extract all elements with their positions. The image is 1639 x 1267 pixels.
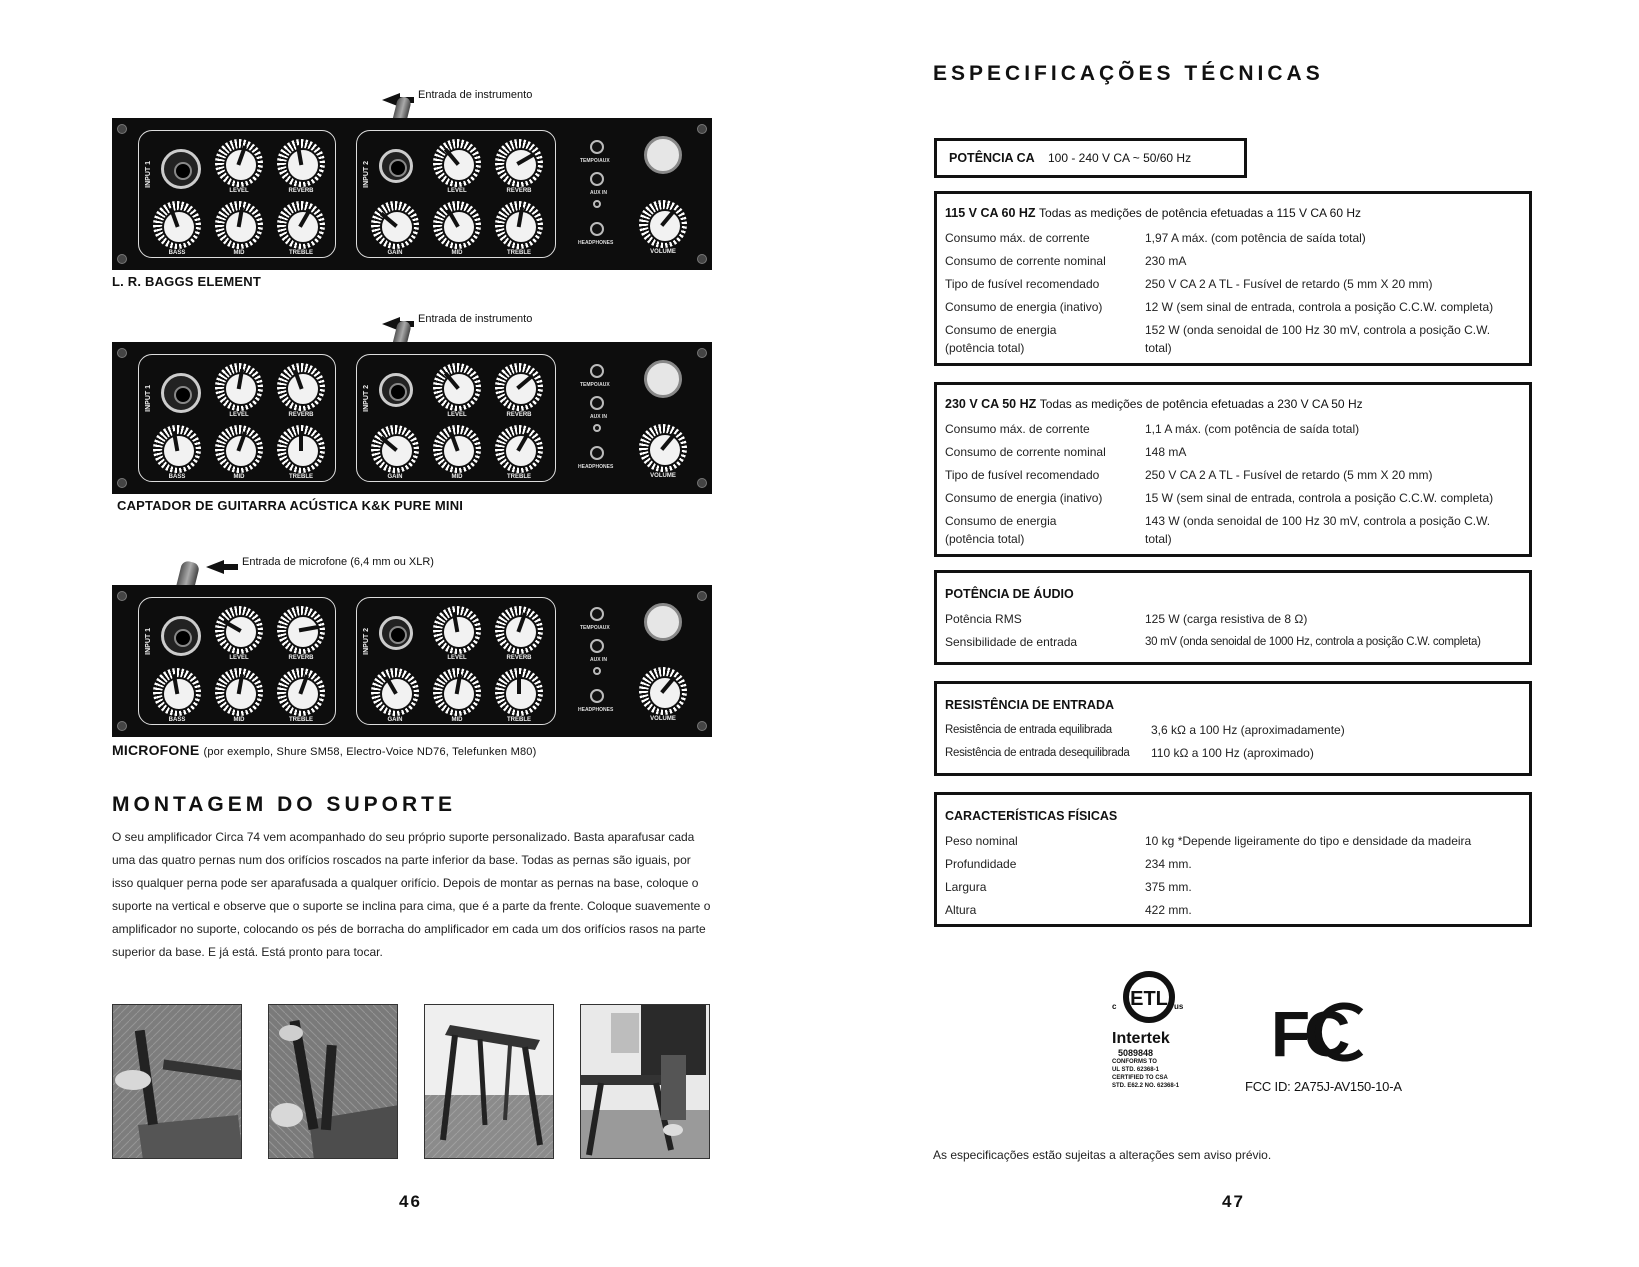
text-label: 422 mm.	[1145, 903, 1192, 917]
text-label: 5089848	[1118, 1048, 1154, 1058]
text-label: 230 V CA 50 HZ	[945, 397, 1037, 411]
text-label: us	[1174, 1002, 1184, 1011]
page-title: ESPECIFICAÇÕES TÉCNICAS	[933, 62, 1324, 85]
text-label: GAIN	[387, 474, 403, 480]
text-label: L. R. BAGGS ELEMENT	[112, 274, 261, 289]
fcc-mark-icon	[1271, 998, 1371, 1068]
text-label: Resistência de entrada equilibrada	[945, 724, 1112, 736]
text-label: Consumo de energia (inativo)	[945, 300, 1103, 314]
quarter-inch-jack	[379, 149, 413, 183]
text-label: Altura	[945, 903, 977, 917]
page-number: 46	[399, 1192, 422, 1211]
figure-caption-1	[112, 274, 261, 289]
ac-power-box	[934, 138, 1247, 178]
text-label: Sensibilidade de entrada	[945, 635, 1078, 649]
text-label: INPUT 1	[145, 161, 152, 188]
text-label: 152 W (onda senoidal de 100 Hz 30 mV, controla a posição C.W. total)	[1145, 323, 1491, 355]
text-label: Consumo de energia (potência total)	[945, 514, 1057, 546]
text-label: ETL	[1130, 988, 1168, 1010]
text-label: 375 mm.	[1145, 880, 1192, 894]
text-label: Potência RMS	[945, 612, 1022, 626]
text-label: STD. E62.2 NO. 62368-1	[1112, 1083, 1180, 1089]
text-label: 234 mm.	[1145, 857, 1192, 871]
text-label: 1,1 A máx. (com potência de saída total)	[1145, 422, 1360, 436]
amp-control-panel	[112, 585, 712, 737]
text-label: VOLUME	[650, 473, 676, 479]
assembly-photo-1	[112, 1004, 242, 1159]
text-label: CAPTADOR DE GUITARRA ACÚSTICA K&K PURE MINI	[117, 498, 464, 513]
text-label: TREBLE	[507, 717, 531, 723]
text-label: Consumo máx. de corrente	[945, 422, 1090, 436]
text-label: TREBLE	[507, 474, 531, 480]
text-label: AUX IN	[590, 190, 607, 196]
text-label: LEVEL	[447, 188, 467, 194]
text-label: Tipo de fusível recomendado	[945, 277, 1100, 291]
text-label: FCC ID: 2A75J-AV150-10-A	[1245, 1079, 1402, 1094]
text-label: 15 W (sem sinal de entrada, controla a posição C.C.W. completa)	[1145, 491, 1494, 505]
text-label: RESISTÊNCIA DE ENTRADA	[945, 698, 1114, 712]
text-label: LEVEL	[229, 188, 249, 194]
text-label: GAIN	[387, 250, 403, 256]
assembly-photo-2	[268, 1004, 398, 1159]
text-label: REVERB	[288, 188, 314, 194]
text-label: INPUT 2	[363, 628, 370, 655]
text-label: TREBLE	[289, 717, 313, 723]
text-label: Resistência de entrada desequilibrada	[945, 747, 1130, 759]
amp-panel-figure-1	[112, 86, 712, 296]
etl-intertek-logo	[1104, 967, 1204, 1107]
text-label: Consumo de corrente nominal	[945, 254, 1106, 268]
text-label: BASS	[168, 474, 186, 480]
text-label: 230 mA	[1145, 254, 1187, 268]
page-number: 47	[1222, 1192, 1245, 1211]
text-label: 148 mA	[1145, 445, 1187, 459]
text-label: 30 mV (onda senoidal de 1000 Hz, controla a posição C.W. completa)	[1145, 636, 1481, 648]
spec-box-230v	[934, 382, 1532, 557]
text-label: 143 W (onda senoidal de 100 Hz 30 mV, controla a posição C.W. total)	[1145, 514, 1491, 546]
text-label: POTÊNCIA CA	[949, 151, 1035, 165]
figure-caption-3	[112, 742, 536, 758]
fcc-logo	[1245, 998, 1405, 1098]
text-label: Consumo de energia (inativo)	[945, 491, 1103, 505]
text-label: 115 V CA 60 HZ	[945, 206, 1036, 220]
text-label: REVERB	[288, 655, 314, 661]
amp-control-panel	[112, 342, 712, 494]
spec-box-audio-power	[934, 570, 1532, 665]
text-label: BASS	[168, 717, 186, 723]
callout-text: Entrada de instrumento	[418, 89, 533, 101]
text-label: REVERB	[506, 412, 532, 418]
mic-input-callout	[242, 556, 434, 568]
text-label: POTÊNCIA DE ÁUDIO	[945, 587, 1074, 601]
text-label: TEMPO/AUX	[580, 382, 610, 388]
text-label: VOLUME	[650, 249, 676, 255]
text-label: Consumo máx. de corrente	[945, 231, 1090, 245]
text-label: Largura	[945, 880, 987, 894]
text-label: LEVEL	[229, 655, 249, 661]
spec-box-input-resistance	[934, 681, 1532, 776]
spec-box-115v	[934, 191, 1532, 366]
power-indicator	[644, 136, 682, 174]
amp-panel-figure-2	[112, 310, 712, 510]
text-label: GAIN	[387, 717, 403, 723]
text-label: Todas as medições de potência efetuadas a 230 V CA 50 Hz	[1039, 397, 1363, 411]
text-label: HEADPHONES	[578, 707, 614, 713]
text-label: 250 V CA 2 A TL - Fusível de retardo (5 mm X 20 mm)	[1145, 468, 1433, 482]
etl-mark-icon	[1104, 967, 1194, 1027]
text-label: (por exemplo, Shure SM58, Electro-Voice ND76, Telefunken M80)	[203, 746, 537, 758]
text-label: MID	[451, 717, 463, 723]
instrument-input-callout	[418, 313, 532, 325]
text-label: REVERB	[506, 188, 532, 194]
text-label: c	[1112, 1002, 1117, 1011]
amp-panel-figure-3	[112, 553, 712, 753]
text-label: TEMPO/AUX	[580, 158, 610, 164]
text-label: FC	[1271, 998, 1345, 1068]
callout-text: Entrada de instrumento	[418, 313, 533, 325]
text-label: Profundidade	[945, 857, 1017, 871]
text-label: Todas as medições de potência efetuadas a 115 V CA 60 Hz	[1039, 206, 1362, 220]
text-label: LEVEL	[229, 412, 249, 418]
text-label: CERTIFIED TO CSA	[1112, 1075, 1168, 1081]
text-label: MID	[451, 474, 463, 480]
text-label: 3,6 kΩ a 100 Hz (aproximadamente)	[1151, 723, 1345, 737]
text-label: BASS	[168, 250, 186, 256]
text-label: INPUT 1	[145, 385, 152, 412]
text-label: MICROFONE	[112, 742, 200, 758]
text-label: TREBLE	[289, 250, 313, 256]
text-label: VOLUME	[650, 716, 676, 722]
text-label: AUX IN	[590, 414, 607, 420]
text-label: MID	[451, 250, 463, 256]
text-label: TREBLE	[289, 474, 313, 480]
figure-caption-2	[117, 498, 463, 513]
callout-text: Entrada de microfone (6,4 mm ou XLR)	[242, 556, 434, 568]
text-label: 125 W (carga resistiva de 8 Ω)	[1145, 612, 1308, 626]
text-label: REVERB	[506, 655, 532, 661]
text-label: Consumo de energia (potência total)	[945, 323, 1057, 355]
text-label: INPUT 1	[145, 628, 152, 655]
text-label: 12 W (sem sinal de entrada, controla a posição C.C.W. completa)	[1145, 300, 1494, 314]
text-label: TREBLE	[507, 250, 531, 256]
text-label: 250 V CA 2 A TL - Fusível de retardo (5 mm X 20 mm)	[1145, 277, 1433, 291]
text-label: TEMPO/AUX	[580, 625, 610, 631]
text-label: 100 - 240 V CA ~ 50/60 Hz	[1048, 151, 1192, 165]
assembly-instructions: O seu amplificador Circa 74 vem acompanhado do seu próprio suporte personalizado. Basta aparafusar cada uma das quatro pernas num dos orifícios roscados na parte inferior da base. Todas as pernas são iguais, por isso qualquer perna pode ser aparafusada a qualquer orifício. Depois de montar as pernas na base, coloque o suporte na vertical e observe que o suporte se inclina para cima, que é a parte da frente. Coloque suavemente o amplificador no suporte, colocando os pés de borracha do amplificador em cada um dos orifícios rasos na parte superior da base. E já está. Está pronto para tocar.	[112, 830, 711, 959]
xlr-combo-jack	[161, 149, 201, 189]
text-label: MID	[233, 250, 245, 256]
input-1-section	[138, 130, 336, 258]
text-label: REVERB	[288, 412, 314, 418]
instrument-input-callout	[418, 89, 532, 101]
text-label: CARACTERÍSTICAS FÍSICAS	[945, 809, 1118, 823]
text-label: INPUT 2	[363, 161, 370, 188]
input-2-section	[356, 130, 556, 258]
footer-note: As especificações estão sujeitas a alterações sem aviso prévio.	[933, 1148, 1272, 1162]
text-label: HEADPHONES	[578, 240, 614, 246]
text-label: Tipo de fusível recomendado	[945, 468, 1100, 482]
section-title: MONTAGEM DO SUPORTE	[112, 793, 456, 816]
spec-box-physical	[934, 792, 1532, 927]
text-label: MID	[233, 474, 245, 480]
text-label: MID	[233, 717, 245, 723]
text-label: 110 kΩ a 100 Hz (aproximado)	[1151, 746, 1314, 760]
text-label: Peso nominal	[945, 834, 1018, 848]
assembly-photo-3	[424, 1004, 554, 1159]
text-label: Intertek	[1112, 1030, 1170, 1047]
assembly-photo-4	[580, 1004, 710, 1159]
text-label: 1,97 A máx. (com potência de saída total)	[1145, 231, 1366, 245]
text-label: INPUT 2	[363, 385, 370, 412]
text-label: HEADPHONES	[578, 464, 614, 470]
text-label: UL STD. 62368-1	[1112, 1067, 1159, 1073]
text-label: LEVEL	[447, 655, 467, 661]
text-label: Consumo de corrente nominal	[945, 445, 1106, 459]
text-label: AUX IN	[590, 657, 607, 663]
text-label: LEVEL	[447, 412, 467, 418]
text-label: CONFORMS TO	[1112, 1059, 1157, 1065]
amp-control-panel	[112, 118, 712, 270]
text-label: 10 kg *Depende ligeiramente do tipo e densidade da madeira	[1145, 834, 1472, 848]
